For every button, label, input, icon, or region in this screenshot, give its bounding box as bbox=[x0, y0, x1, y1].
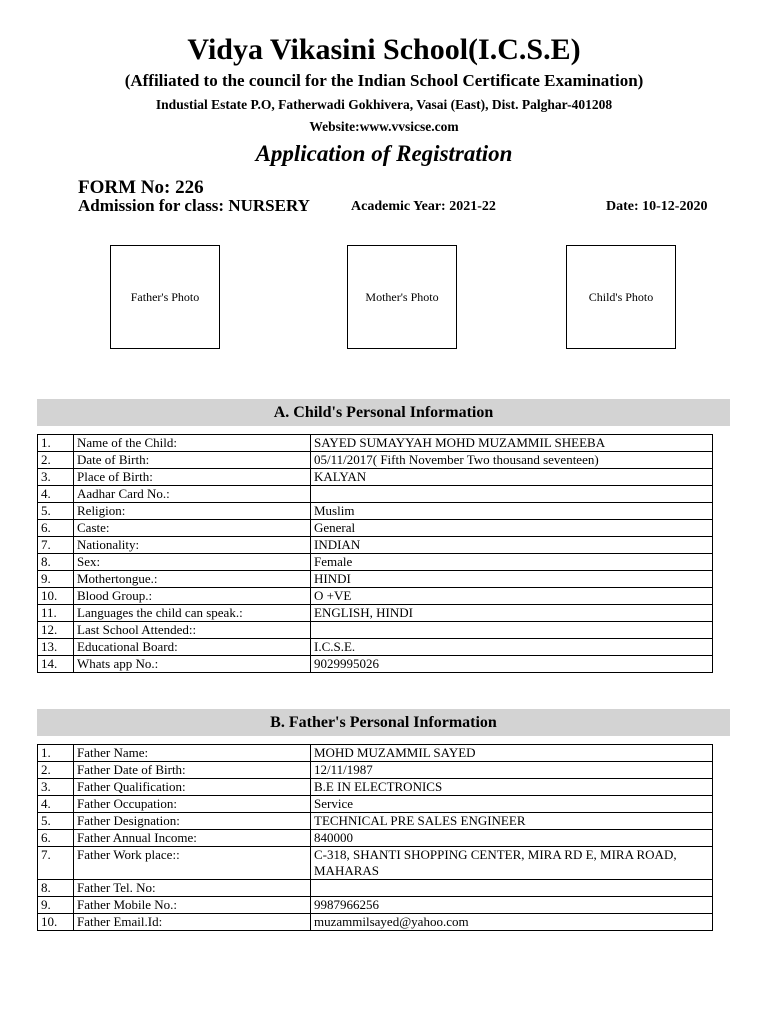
row-number: 4. bbox=[38, 796, 74, 813]
section-b-heading: B. Father's Personal Information bbox=[37, 709, 730, 736]
row-number: 9. bbox=[38, 571, 74, 588]
row-number: 2. bbox=[38, 452, 74, 469]
field-label: Caste: bbox=[74, 520, 311, 537]
row-number: 10. bbox=[38, 588, 74, 605]
affiliation-text: (Affiliated to the council for the Indian School Certificate Examination) bbox=[124, 71, 644, 90]
father-photo-label: Father's Photo bbox=[130, 289, 200, 304]
table-row bbox=[38, 830, 713, 847]
form-date: Date: 10-12-2020 bbox=[606, 199, 708, 214]
field-value: INDIAN bbox=[311, 537, 713, 554]
field-label: Father Tel. No: bbox=[74, 880, 311, 897]
field-value: 12/11/1987 bbox=[311, 762, 713, 779]
row-number: 9. bbox=[38, 897, 74, 914]
field-label: Nationality: bbox=[74, 537, 311, 554]
field-label: Date of Birth: bbox=[74, 452, 311, 469]
row-number: 5. bbox=[38, 503, 74, 520]
field-label: Last School Attended:: bbox=[74, 622, 311, 639]
school-name: Vidya Vikasini School(I.C.S.E) bbox=[187, 33, 581, 66]
field-value: 9029995026 bbox=[311, 656, 713, 673]
school-address: Industial Estate P.O, Fatherwadi Gokhivera, Vasai (East), Dist. Palghar-401208 bbox=[155, 97, 613, 112]
mother-photo-box bbox=[347, 245, 457, 349]
row-number: 8. bbox=[38, 554, 74, 571]
field-value: C-318, SHANTI SHOPPING CENTER, MIRA RD E, MIRA ROAD, MAHARAS bbox=[311, 847, 713, 880]
field-label: Father Designation: bbox=[74, 813, 311, 830]
table-row bbox=[38, 880, 713, 897]
field-value: HINDI bbox=[311, 571, 713, 588]
row-number: 12. bbox=[38, 622, 74, 639]
field-value: Muslim bbox=[311, 503, 713, 520]
row-number: 13. bbox=[38, 639, 74, 656]
child-photo-label: Child's Photo bbox=[588, 289, 654, 304]
table-row bbox=[38, 520, 713, 537]
table-row bbox=[38, 779, 713, 796]
table-row bbox=[38, 486, 713, 503]
application-title: Application of Registration bbox=[255, 141, 513, 166]
academic-year: Academic Year: 2021-22 bbox=[351, 199, 496, 214]
row-number: 6. bbox=[38, 520, 74, 537]
field-label: Mothertongue.: bbox=[74, 571, 311, 588]
row-number: 1. bbox=[38, 435, 74, 452]
table-row bbox=[38, 813, 713, 830]
school-website: Website:www.vvsicse.com bbox=[309, 119, 459, 134]
table-row bbox=[38, 554, 713, 571]
table-row bbox=[38, 897, 713, 914]
row-number: 2. bbox=[38, 762, 74, 779]
field-value: General bbox=[311, 520, 713, 537]
field-label: Educational Board: bbox=[74, 639, 311, 656]
field-label: Blood Group.: bbox=[74, 588, 311, 605]
field-label: Father Mobile No.: bbox=[74, 897, 311, 914]
table-row bbox=[38, 571, 713, 588]
child-info-table bbox=[37, 434, 713, 673]
table-row bbox=[38, 622, 713, 639]
field-label: Religion: bbox=[74, 503, 311, 520]
row-number: 3. bbox=[38, 779, 74, 796]
table-row bbox=[38, 435, 713, 452]
form-number: FORM No: 226 bbox=[78, 177, 204, 198]
field-label: Sex: bbox=[74, 554, 311, 571]
field-value: ENGLISH, HINDI bbox=[311, 605, 713, 622]
table-row bbox=[38, 847, 713, 880]
field-label: Place of Birth: bbox=[74, 469, 311, 486]
row-number: 1. bbox=[38, 745, 74, 762]
section-a-heading: A. Child's Personal Information bbox=[37, 399, 730, 426]
field-label: Father Annual Income: bbox=[74, 830, 311, 847]
row-number: 5. bbox=[38, 813, 74, 830]
field-value: 9987966256 bbox=[311, 897, 713, 914]
field-value bbox=[311, 622, 713, 639]
field-value: MOHD MUZAMMIL SAYED bbox=[311, 745, 713, 762]
field-label: Aadhar Card No.: bbox=[74, 486, 311, 503]
field-value bbox=[311, 486, 713, 503]
mother-photo-label: Mother's Photo bbox=[365, 289, 439, 304]
father-photo-box bbox=[110, 245, 220, 349]
field-label: Name of the Child: bbox=[74, 435, 311, 452]
row-number: 8. bbox=[38, 880, 74, 897]
admission-class: Admission for class: NURSERY bbox=[78, 196, 310, 215]
field-value: I.C.S.E. bbox=[311, 639, 713, 656]
field-value: muzammilsayed@yahoo.com bbox=[311, 914, 713, 931]
field-value: KALYAN bbox=[311, 469, 713, 486]
field-label: Father Work place:: bbox=[74, 847, 311, 880]
field-value: O +VE bbox=[311, 588, 713, 605]
field-value: 840000 bbox=[311, 830, 713, 847]
table-row bbox=[38, 762, 713, 779]
table-row bbox=[38, 452, 713, 469]
field-label: Father Email.Id: bbox=[74, 914, 311, 931]
row-number: 7. bbox=[38, 847, 74, 880]
field-value: Female bbox=[311, 554, 713, 571]
row-number: 7. bbox=[38, 537, 74, 554]
row-number: 3. bbox=[38, 469, 74, 486]
row-number: 14. bbox=[38, 656, 74, 673]
table-row bbox=[38, 503, 713, 520]
row-number: 6. bbox=[38, 830, 74, 847]
field-value: B.E IN ELECTRONICS bbox=[311, 779, 713, 796]
field-value bbox=[311, 880, 713, 897]
field-value: Service bbox=[311, 796, 713, 813]
row-number: 4. bbox=[38, 486, 74, 503]
row-number: 10. bbox=[38, 914, 74, 931]
table-row bbox=[38, 639, 713, 656]
field-value: TECHNICAL PRE SALES ENGINEER bbox=[311, 813, 713, 830]
field-label: Whats app No.: bbox=[74, 656, 311, 673]
table-row bbox=[38, 605, 713, 622]
table-row bbox=[38, 914, 713, 931]
child-photo-box bbox=[566, 245, 676, 349]
table-row bbox=[38, 745, 713, 762]
table-row bbox=[38, 588, 713, 605]
field-label: Father Qualification: bbox=[74, 779, 311, 796]
table-row bbox=[38, 796, 713, 813]
field-label: Languages the child can speak.: bbox=[74, 605, 311, 622]
field-label: Father Date of Birth: bbox=[74, 762, 311, 779]
row-number: 11. bbox=[38, 605, 74, 622]
field-value: 05/11/2017( Fifth November Two thousand seventeen) bbox=[311, 452, 713, 469]
father-info-table bbox=[37, 744, 713, 931]
table-row bbox=[38, 656, 713, 673]
field-value: SAYED SUMAYYAH MOHD MUZAMMIL SHEEBA bbox=[311, 435, 713, 452]
table-row bbox=[38, 537, 713, 554]
table-row bbox=[38, 469, 713, 486]
field-label: Father Occupation: bbox=[74, 796, 311, 813]
field-label: Father Name: bbox=[74, 745, 311, 762]
